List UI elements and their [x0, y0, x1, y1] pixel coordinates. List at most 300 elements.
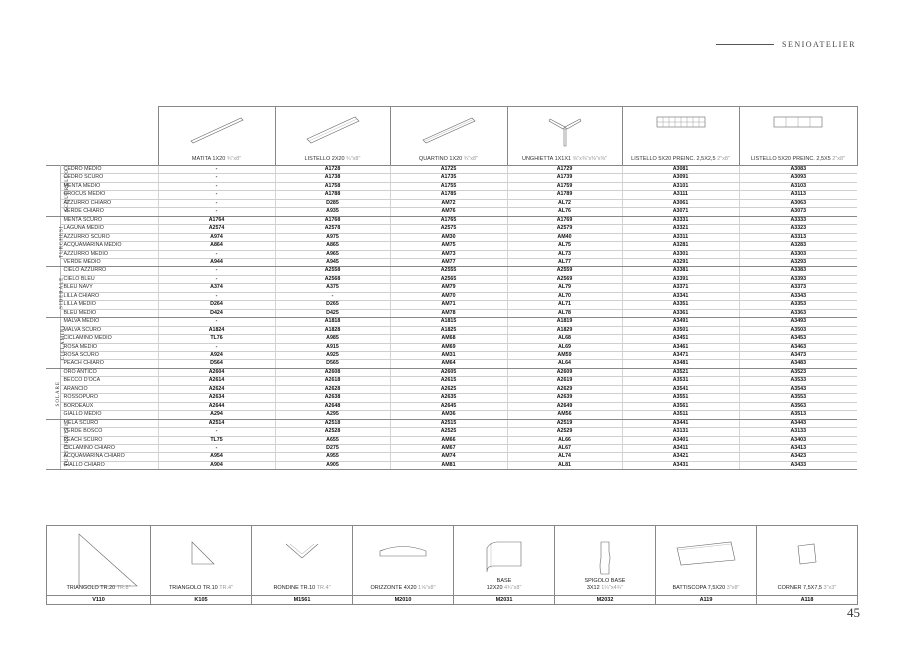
product-code: A3431	[622, 461, 739, 469]
trim-code: A118	[757, 596, 858, 605]
product-code: A2578	[275, 225, 390, 233]
product-code: A3391	[622, 275, 739, 283]
product-code: TL75	[158, 436, 275, 444]
product-code: A1788	[275, 191, 390, 199]
group-cell	[46, 216, 65, 267]
product-code: A3543	[739, 385, 857, 393]
product-code: A2634	[158, 394, 275, 402]
product-code: -	[158, 191, 275, 199]
product-code: A1764	[158, 216, 275, 224]
product-code: AL73	[507, 250, 622, 258]
product-code: AM72	[390, 199, 507, 207]
column-header	[739, 107, 857, 166]
product-code: A3401	[622, 436, 739, 444]
table-row	[46, 343, 857, 351]
product-code: A3283	[739, 242, 857, 250]
product-code: A945	[275, 258, 390, 266]
product-code: A3481	[622, 360, 739, 368]
product-code: A1759	[507, 182, 622, 190]
product-code: A3113	[739, 191, 857, 199]
product-code: AM81	[390, 461, 507, 469]
product-code: AM74	[390, 453, 507, 461]
product-code: A2629	[507, 385, 622, 393]
product-code: AM31	[390, 351, 507, 359]
product-code: A2575	[390, 225, 507, 233]
table-row	[46, 385, 857, 393]
column-dimension: ¾"x8"	[226, 156, 242, 162]
product-code: A295	[275, 411, 390, 419]
base-icon	[481, 540, 527, 578]
table-row	[46, 377, 857, 385]
product-code: A2624	[158, 385, 275, 393]
product-code: A3131	[622, 428, 739, 436]
product-code: -	[158, 343, 275, 351]
column-header-label	[276, 156, 390, 162]
product-code: A1829	[507, 326, 622, 334]
product-code: A1768	[275, 216, 390, 224]
product-code: A3423	[739, 453, 857, 461]
color-name: BECCO D'OCA	[60, 377, 158, 385]
product-code: A3471	[622, 351, 739, 359]
trim-label	[252, 585, 352, 592]
column-name: UNGHIETTA 1X1X1	[521, 156, 572, 162]
product-code: AL64	[507, 360, 622, 368]
group-label: CICLAMINI	[60, 325, 66, 361]
product-code: AM68	[390, 335, 507, 343]
product-code: A1729	[507, 166, 622, 174]
column-name: LISTELLO 2X20	[304, 156, 345, 162]
trim-code: V110	[47, 596, 151, 605]
column-header	[158, 107, 275, 166]
color-name: CICLAMINO CHIARO	[60, 444, 158, 452]
product-code: TL76	[158, 335, 275, 343]
product-code: -	[158, 444, 275, 452]
color-name: BLEU MEDIO	[60, 309, 158, 317]
product-code: A985	[275, 335, 390, 343]
trim-dimension: 1¼"x4¾"	[601, 585, 624, 591]
trim-name: BASE	[496, 578, 512, 584]
trim-name: TRIANGOLO TR.20	[66, 585, 116, 591]
brand-header	[716, 40, 856, 49]
table-row	[46, 351, 857, 359]
color-name: LILLA CHIARO	[60, 292, 158, 300]
product-code: AL79	[507, 284, 622, 292]
product-code: AL72	[507, 199, 622, 207]
trim-dimension: TR.8"	[116, 585, 131, 591]
page-number: 45	[847, 605, 860, 620]
product-code: A1735	[390, 174, 507, 182]
header-spacer	[46, 107, 158, 166]
table-row	[46, 368, 857, 376]
product-code: A2514	[158, 419, 275, 427]
product-code: AM69	[390, 343, 507, 351]
color-name: BLEU NAVY	[60, 284, 158, 292]
trim-code: A119	[656, 596, 757, 605]
trim-cell	[47, 526, 151, 596]
color-name: ACQUAMARINA CHIARO	[60, 453, 158, 461]
product-code: A3333	[739, 216, 857, 224]
brand-name: SENIOATELIER	[782, 40, 856, 49]
trim-name: ORIZZONTE 4X20	[370, 585, 417, 591]
product-code: AM56	[507, 411, 622, 419]
product-code: A3411	[622, 444, 739, 452]
product-code: A3071	[622, 208, 739, 216]
product-code: A3461	[622, 343, 739, 351]
product-code: A2569	[507, 275, 622, 283]
product-code: D265	[275, 301, 390, 309]
product-code: A2628	[275, 385, 390, 393]
product-code: A2605	[390, 368, 507, 376]
product-code: -	[158, 208, 275, 216]
trim-label	[555, 578, 655, 592]
product-code: A974	[158, 233, 275, 241]
product-code: D424	[158, 309, 275, 317]
product-code: A1815	[390, 318, 507, 326]
trim-cell	[353, 526, 454, 596]
product-code: A3483	[739, 360, 857, 368]
product-code: -	[275, 292, 390, 300]
product-code: A3303	[739, 250, 857, 258]
color-name: ROSSOPURO	[60, 394, 158, 402]
product-code: A3061	[622, 199, 739, 207]
product-code: A3381	[622, 267, 739, 275]
product-code: AL81	[507, 461, 622, 469]
trim-cell	[555, 526, 656, 596]
table-row	[46, 292, 857, 300]
trim-dimension: 1⅝"x8"	[418, 585, 436, 591]
trim-code: M2010	[353, 596, 454, 605]
trim-label	[353, 585, 453, 592]
product-code: A3351	[622, 301, 739, 309]
product-code: A2625	[390, 385, 507, 393]
table-row	[46, 258, 857, 266]
table-row	[46, 216, 857, 224]
product-code: A2558	[275, 267, 390, 275]
product-code: A2649	[507, 402, 622, 410]
trim-label	[757, 585, 857, 592]
color-name: GIALLO MEDIO	[60, 411, 158, 419]
product-code: A864	[158, 242, 275, 250]
product-code: A3373	[739, 284, 857, 292]
table-row	[46, 275, 857, 283]
color-name: ARANCIO	[60, 385, 158, 393]
trim-dimension: TR.4"	[316, 585, 331, 591]
column-header	[275, 107, 390, 166]
product-code: A3541	[622, 385, 739, 393]
column-dimension: ¾"x8"	[463, 156, 479, 162]
product-code: A3433	[739, 461, 857, 469]
rondine-icon	[282, 540, 322, 564]
column-name: QUARTINO 1X20	[418, 156, 463, 162]
color-name: VERDE CHIARO	[60, 208, 158, 216]
product-code: AM73	[390, 250, 507, 258]
product-code: A3451	[622, 335, 739, 343]
product-code: A3063	[739, 199, 857, 207]
color-name: CICLAMINO MEDIO	[60, 335, 158, 343]
product-code: A2614	[158, 377, 275, 385]
product-code: AM78	[390, 309, 507, 317]
product-code: A655	[275, 436, 390, 444]
group-cell	[46, 419, 70, 470]
product-code: A2644	[158, 402, 275, 410]
table-row	[46, 301, 857, 309]
column-name: LISTELLO 5X20 PREINC. 2,5X2,5	[631, 156, 716, 162]
product-code: AM67	[390, 444, 507, 452]
color-name: VERDE MEDIO	[60, 258, 158, 266]
trim-cell	[454, 526, 555, 596]
product-code: AM75	[390, 242, 507, 250]
table-row	[46, 182, 857, 190]
product-code: AL76	[507, 208, 622, 216]
product-code: A3511	[622, 411, 739, 419]
column-header-label	[740, 156, 857, 162]
product-code: AL68	[507, 335, 622, 343]
trim-name: SPIGOLO BASE	[584, 578, 626, 584]
color-name: AZZURRO SCURO	[60, 233, 158, 241]
table-row	[46, 233, 857, 241]
product-code: A2608	[275, 368, 390, 376]
product-code: A3293	[739, 258, 857, 266]
color-name: AZZURRO MEDIO	[60, 250, 158, 258]
product-code: A2619	[507, 377, 622, 385]
listello-icon	[303, 115, 363, 147]
product-code: A3331	[622, 216, 739, 224]
triangle-large-icon	[59, 532, 139, 590]
product-code: A1755	[390, 182, 507, 190]
table-row	[46, 326, 857, 334]
product-code: A3371	[622, 284, 739, 292]
product-code: -	[158, 166, 275, 174]
color-name: VERDE BOSCO	[60, 428, 158, 436]
product-code: A375	[275, 284, 390, 292]
column-header	[390, 107, 507, 166]
product-code: A865	[275, 242, 390, 250]
product-code: A3363	[739, 309, 857, 317]
product-code: A3103	[739, 182, 857, 190]
trim-code: K105	[151, 596, 252, 605]
product-code: A924	[158, 351, 275, 359]
product-code: A3361	[622, 309, 739, 317]
trim-dimension: 4¾"x8"	[504, 585, 522, 591]
table-row	[46, 309, 857, 317]
group-label: ACQUERELLO	[64, 169, 70, 213]
product-code: A1765	[390, 216, 507, 224]
product-code: A2648	[275, 402, 390, 410]
product-code: -	[158, 318, 275, 326]
product-code: A3531	[622, 377, 739, 385]
product-code: -	[158, 267, 275, 275]
color-name: MENTA SCURO	[60, 216, 158, 224]
product-code: A3101	[622, 182, 739, 190]
product-code: A2635	[390, 394, 507, 402]
color-name: GIALLO CHIARO	[60, 461, 158, 469]
table-row	[46, 360, 857, 368]
trim-pieces-table	[46, 525, 858, 605]
group-cell	[46, 318, 66, 369]
product-code: A925	[275, 351, 390, 359]
product-code: A1739	[507, 174, 622, 182]
product-code: A3563	[739, 402, 857, 410]
column-header	[622, 107, 739, 166]
product-code: A1825	[390, 326, 507, 334]
product-code: -	[158, 182, 275, 190]
trim-code: M2032	[555, 596, 656, 605]
product-code: A3091	[622, 174, 739, 182]
unghietta-icon	[545, 115, 585, 151]
trim-name: RONDINE TR.10	[273, 585, 316, 591]
product-code: AM30	[390, 233, 507, 241]
product-code: A3353	[739, 301, 857, 309]
table-row	[46, 174, 857, 182]
trim-name: BATTISCOPA 7,5X20	[672, 585, 726, 591]
color-name: BORDEAUX	[60, 402, 158, 410]
color-name: MALVA SCURO	[60, 326, 158, 334]
product-code: A3413	[739, 444, 857, 452]
product-code: A2529	[507, 428, 622, 436]
table-row	[46, 242, 857, 250]
product-code: A2515	[390, 419, 507, 427]
product-code: A3553	[739, 394, 857, 402]
product-code: AL66	[507, 436, 622, 444]
color-name: CIELO BLEU	[60, 275, 158, 283]
product-code: AM77	[390, 258, 507, 266]
trim-dimension: 3"x8"	[726, 585, 740, 591]
group-label: SOLARE	[56, 381, 61, 407]
column-dimension: ⅜"x⅜"x⅜"x⅜"	[572, 156, 608, 162]
product-code: A3093	[739, 174, 857, 182]
trim-codes-row	[47, 596, 858, 605]
product-code: A3501	[622, 326, 739, 334]
product-code: AL74	[507, 453, 622, 461]
product-code: A3393	[739, 275, 857, 283]
product-code: A3281	[622, 242, 739, 250]
product-code: A2555	[390, 267, 507, 275]
product-code: A3403	[739, 436, 857, 444]
trim-dimension: 3"x3"	[823, 585, 837, 591]
product-code: A3083	[739, 166, 857, 174]
product-code: A915	[275, 343, 390, 351]
product-code: A3311	[622, 233, 739, 241]
mosaic-strip-small-icon	[656, 115, 706, 131]
table-row	[46, 402, 857, 410]
color-name: AZZURRO CHIARO	[60, 199, 158, 207]
orizzonte-icon	[378, 540, 428, 562]
table-row	[46, 436, 857, 444]
product-code: A2615	[390, 377, 507, 385]
product-code: D285	[275, 199, 390, 207]
brand-rule	[716, 44, 774, 45]
product-code: A3493	[739, 318, 857, 326]
column-header-label	[159, 156, 275, 162]
trim-label	[151, 585, 251, 592]
product-code: AL67	[507, 444, 622, 452]
product-code: A3421	[622, 453, 739, 461]
product-code: A3301	[622, 250, 739, 258]
trim-cell	[151, 526, 252, 596]
product-code: A1819	[507, 318, 622, 326]
product-code: A955	[275, 453, 390, 461]
table-row	[46, 199, 857, 207]
mosaic-strip-large-icon	[773, 115, 823, 131]
product-code: A3443	[739, 419, 857, 427]
product-code: A3441	[622, 419, 739, 427]
product-code: AM70	[390, 292, 507, 300]
trim-size: 3X12	[586, 585, 600, 591]
product-code: A2639	[507, 394, 622, 402]
product-code: AM76	[390, 208, 507, 216]
product-code: AM59	[507, 351, 622, 359]
product-code: A935	[275, 208, 390, 216]
group-label: SIDERALE	[59, 276, 65, 309]
trim-code: M2031	[454, 596, 555, 605]
product-code: A3561	[622, 402, 739, 410]
table-row	[46, 225, 857, 233]
product-code: A3323	[739, 225, 857, 233]
table-row	[46, 250, 857, 258]
product-code: A1769	[507, 216, 622, 224]
product-code: A3521	[622, 368, 739, 376]
product-code: D564	[158, 360, 275, 368]
color-name: ROSA MEDIO	[60, 343, 158, 351]
product-code: A3081	[622, 166, 739, 174]
group-cell	[46, 368, 60, 419]
product-code: A1725	[390, 166, 507, 174]
product-code: A1785	[390, 191, 507, 199]
product-code: -	[158, 174, 275, 182]
product-code: A2579	[507, 225, 622, 233]
product-code: A2604	[158, 368, 275, 376]
product-code: A3533	[739, 377, 857, 385]
product-code: A1818	[275, 318, 390, 326]
table-row	[46, 267, 857, 275]
battiscopa-icon	[675, 540, 737, 568]
color-name: LAGUNA MEDIO	[60, 225, 158, 233]
product-code: D264	[158, 301, 275, 309]
product-code: A3523	[739, 368, 857, 376]
group-label: TUTTIFRUTTI	[64, 422, 70, 466]
trim-size: 12X20	[486, 585, 503, 591]
trim-cell	[757, 526, 858, 596]
table-row	[46, 428, 857, 436]
product-code: A975	[275, 233, 390, 241]
column-header	[507, 107, 622, 166]
product-code: A2528	[275, 428, 390, 436]
product-code: A3313	[739, 233, 857, 241]
spigolo-base-icon	[595, 540, 615, 578]
product-code: A3321	[622, 225, 739, 233]
table-row	[46, 461, 857, 469]
product-code: A2559	[507, 267, 622, 275]
product-code: -	[158, 275, 275, 283]
trim-code: M1561	[252, 596, 353, 605]
column-name: LISTELLO 5X20 PREINC. 2,5X5	[750, 156, 831, 162]
color-name: MELA SCURO	[60, 419, 158, 427]
table-row	[46, 394, 857, 402]
product-code: A2618	[275, 377, 390, 385]
table-row	[46, 318, 857, 326]
product-code: AM66	[390, 436, 507, 444]
product-code: AL75	[507, 242, 622, 250]
product-code: A905	[275, 461, 390, 469]
table-row	[46, 453, 857, 461]
product-code: AL71	[507, 301, 622, 309]
product-code: A2518	[275, 419, 390, 427]
trim-label	[454, 578, 554, 592]
product-code: A965	[275, 250, 390, 258]
group-cell	[46, 166, 70, 217]
trim-shapes-row	[47, 526, 858, 596]
product-code: A3473	[739, 351, 857, 359]
